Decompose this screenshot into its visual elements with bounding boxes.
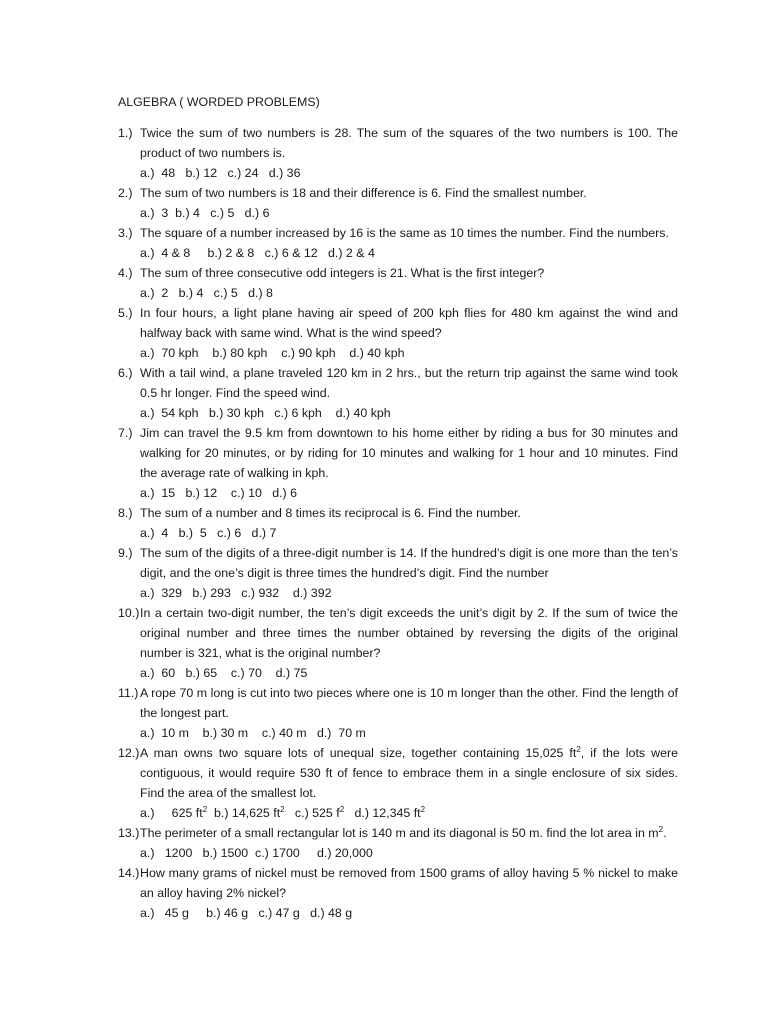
problem-number: 12.) [118,746,140,760]
problem-number: 3.) [118,226,133,240]
problem-question: The sum of the digits of a three-digit number is 14. If the hundred’s digit is one more than the ten’s digit, and the one’s digit is three times the hundred’s digit. Find the number [140,546,678,580]
problem-question: A rope 70 m long is cut into two pieces where one is 10 m longer than the other. Find the length of the longest part. [140,686,678,720]
problem-14 [118,863,678,923]
problem-number: 8.) [118,506,133,520]
problem-number: 5.) [118,306,133,320]
problem-question: In four hours, a light plane having air speed of 200 kph flies for 480 km against the wind and halfway back with same wind. What is the wind speed? [140,306,678,340]
problem-number: 9.) [118,546,133,560]
problem-12 [118,743,678,823]
problem-options: a.) 4 & 8 b.) 2 & 8 c.) 6 & 12 d.) 2 & 4 [140,246,375,260]
page-title: ALGEBRA ( WORDED PROBLEMS) [118,95,320,109]
problem-options: a.) 4 b.) 5 c.) 6 d.) 7 [140,526,277,540]
problem-options: a.) 60 b.) 65 c.) 70 d.) 75 [140,666,308,680]
problem-options: a.) 1200 b.) 1500 c.) 1700 d.) 20,000 [140,846,373,860]
problem-2 [118,183,678,223]
problem-question: The sum of a number and 8 times its reciprocal is 6. Find the number. [140,506,521,520]
problem-number: 6.) [118,366,133,380]
problem-question: The perimeter of a small rectangular lot is 140 m and its diagonal is 50 m. find the lot area in $m^2$. [140,824,667,840]
problem-options: a.) 15 b.) 12 c.) 10 d.) 6 [140,486,298,500]
problem-6 [118,363,678,423]
problem-10 [118,603,678,683]
problem-options: a.) 70 kph b.) 80 kph c.) 90 kph d.) 40 kph [140,346,405,360]
problem-number: 13.) [118,826,140,840]
problem-question: The square of a number increased by 16 is the same as 10 times the number. Find the numbers. [140,226,669,240]
problem-5 [118,303,678,363]
problem-options: a.) 54 kph b.) 30 kph c.) 6 kph d.) 40 kph [140,406,391,420]
problem-11 [118,683,678,743]
problem-number: 11.) [118,686,139,700]
problem-9 [118,543,678,603]
problem-number: 7.) [118,426,133,440]
problem-8 [118,503,678,543]
problem-question: Jim can travel the 9.5 km from downtown to his home either by riding a bus for 30 minutes and walking for 20 minutes, or by riding for 10 minutes and walking for 1 hour and 10 minutes. Find the average rate of walking in kph. [140,426,678,480]
problem-3 [118,223,678,263]
problem-list [118,123,678,923]
problem-7 [118,423,678,503]
superscript: 2 [658,824,664,834]
problem-options: a.) 625 $ft^2$ b.) 14,625 $ft^2$ c.) 525 $f^2$ d.) 12,345 $ft^2$ [140,804,426,820]
problem-1 [118,123,678,183]
problem-question: In a certain two-digit number, the ten’s digit exceeds the unit’s digit by 2. If the sum of twice the original number and three times the number obtained by reversing the digits of the original number is 321, what is the original number? [140,606,678,660]
superscript: 2 [420,804,426,814]
problem-options: a.) 48 b.) 12 c.) 24 d.) 36 [140,166,301,180]
problem-number: 4.) [118,266,133,280]
problem-4 [118,263,678,303]
superscript: 2 [339,804,345,814]
problem-question: The sum of two numbers is 18 and their difference is 6. Find the smallest number. [140,186,587,200]
superscript: 2 [280,804,285,814]
problem-13 [118,823,678,863]
problem-question: A man owns two square lots of unequal size, together containing 15,025 $ft^2$, if the lots were contiguous, it would require 530 ft of fence to embrace them in a single enclosure of six sides. Find the area of the smallest lot. [140,744,678,800]
problem-number: 14.) [118,866,140,880]
problem-question: How many grams of nickel must be removed from 1500 grams of alloy having 5 % nickel to make an alloy having 2% nickel? [140,866,678,900]
problem-question: The sum of three consecutive odd integers is 21. What is the first integer? [140,266,545,280]
problem-question: With a tail wind, a plane traveled 120 km in 2 hrs., but the return trip against the same wind took 0.5 hr longer. Find the speed wind. [140,366,678,400]
problem-question: Twice the sum of two numbers is 28. The sum of the squares of the two numbers is 100. The product of two numbers is. [140,126,678,160]
problem-options: a.) 3 b.) 4 c.) 5 d.) 6 [140,206,270,220]
problem-number: 1.) [118,126,133,140]
problem-options: a.) 45 g b.) 46 g c.) 47 g d.) 48 g [140,906,353,920]
superscript: 2 [576,744,581,754]
problem-options: a.) 2 b.) 4 c.) 5 d.) 8 [140,286,273,300]
problem-options: a.) 329 b.) 293 c.) 932 d.) 392 [140,586,332,600]
problem-number: 10.) [118,606,140,620]
superscript: 2 [202,804,208,814]
problem-number: 2.) [118,186,133,200]
problem-options: a.) 10 m b.) 30 m c.) 40 m d.) 70 m [140,726,366,740]
